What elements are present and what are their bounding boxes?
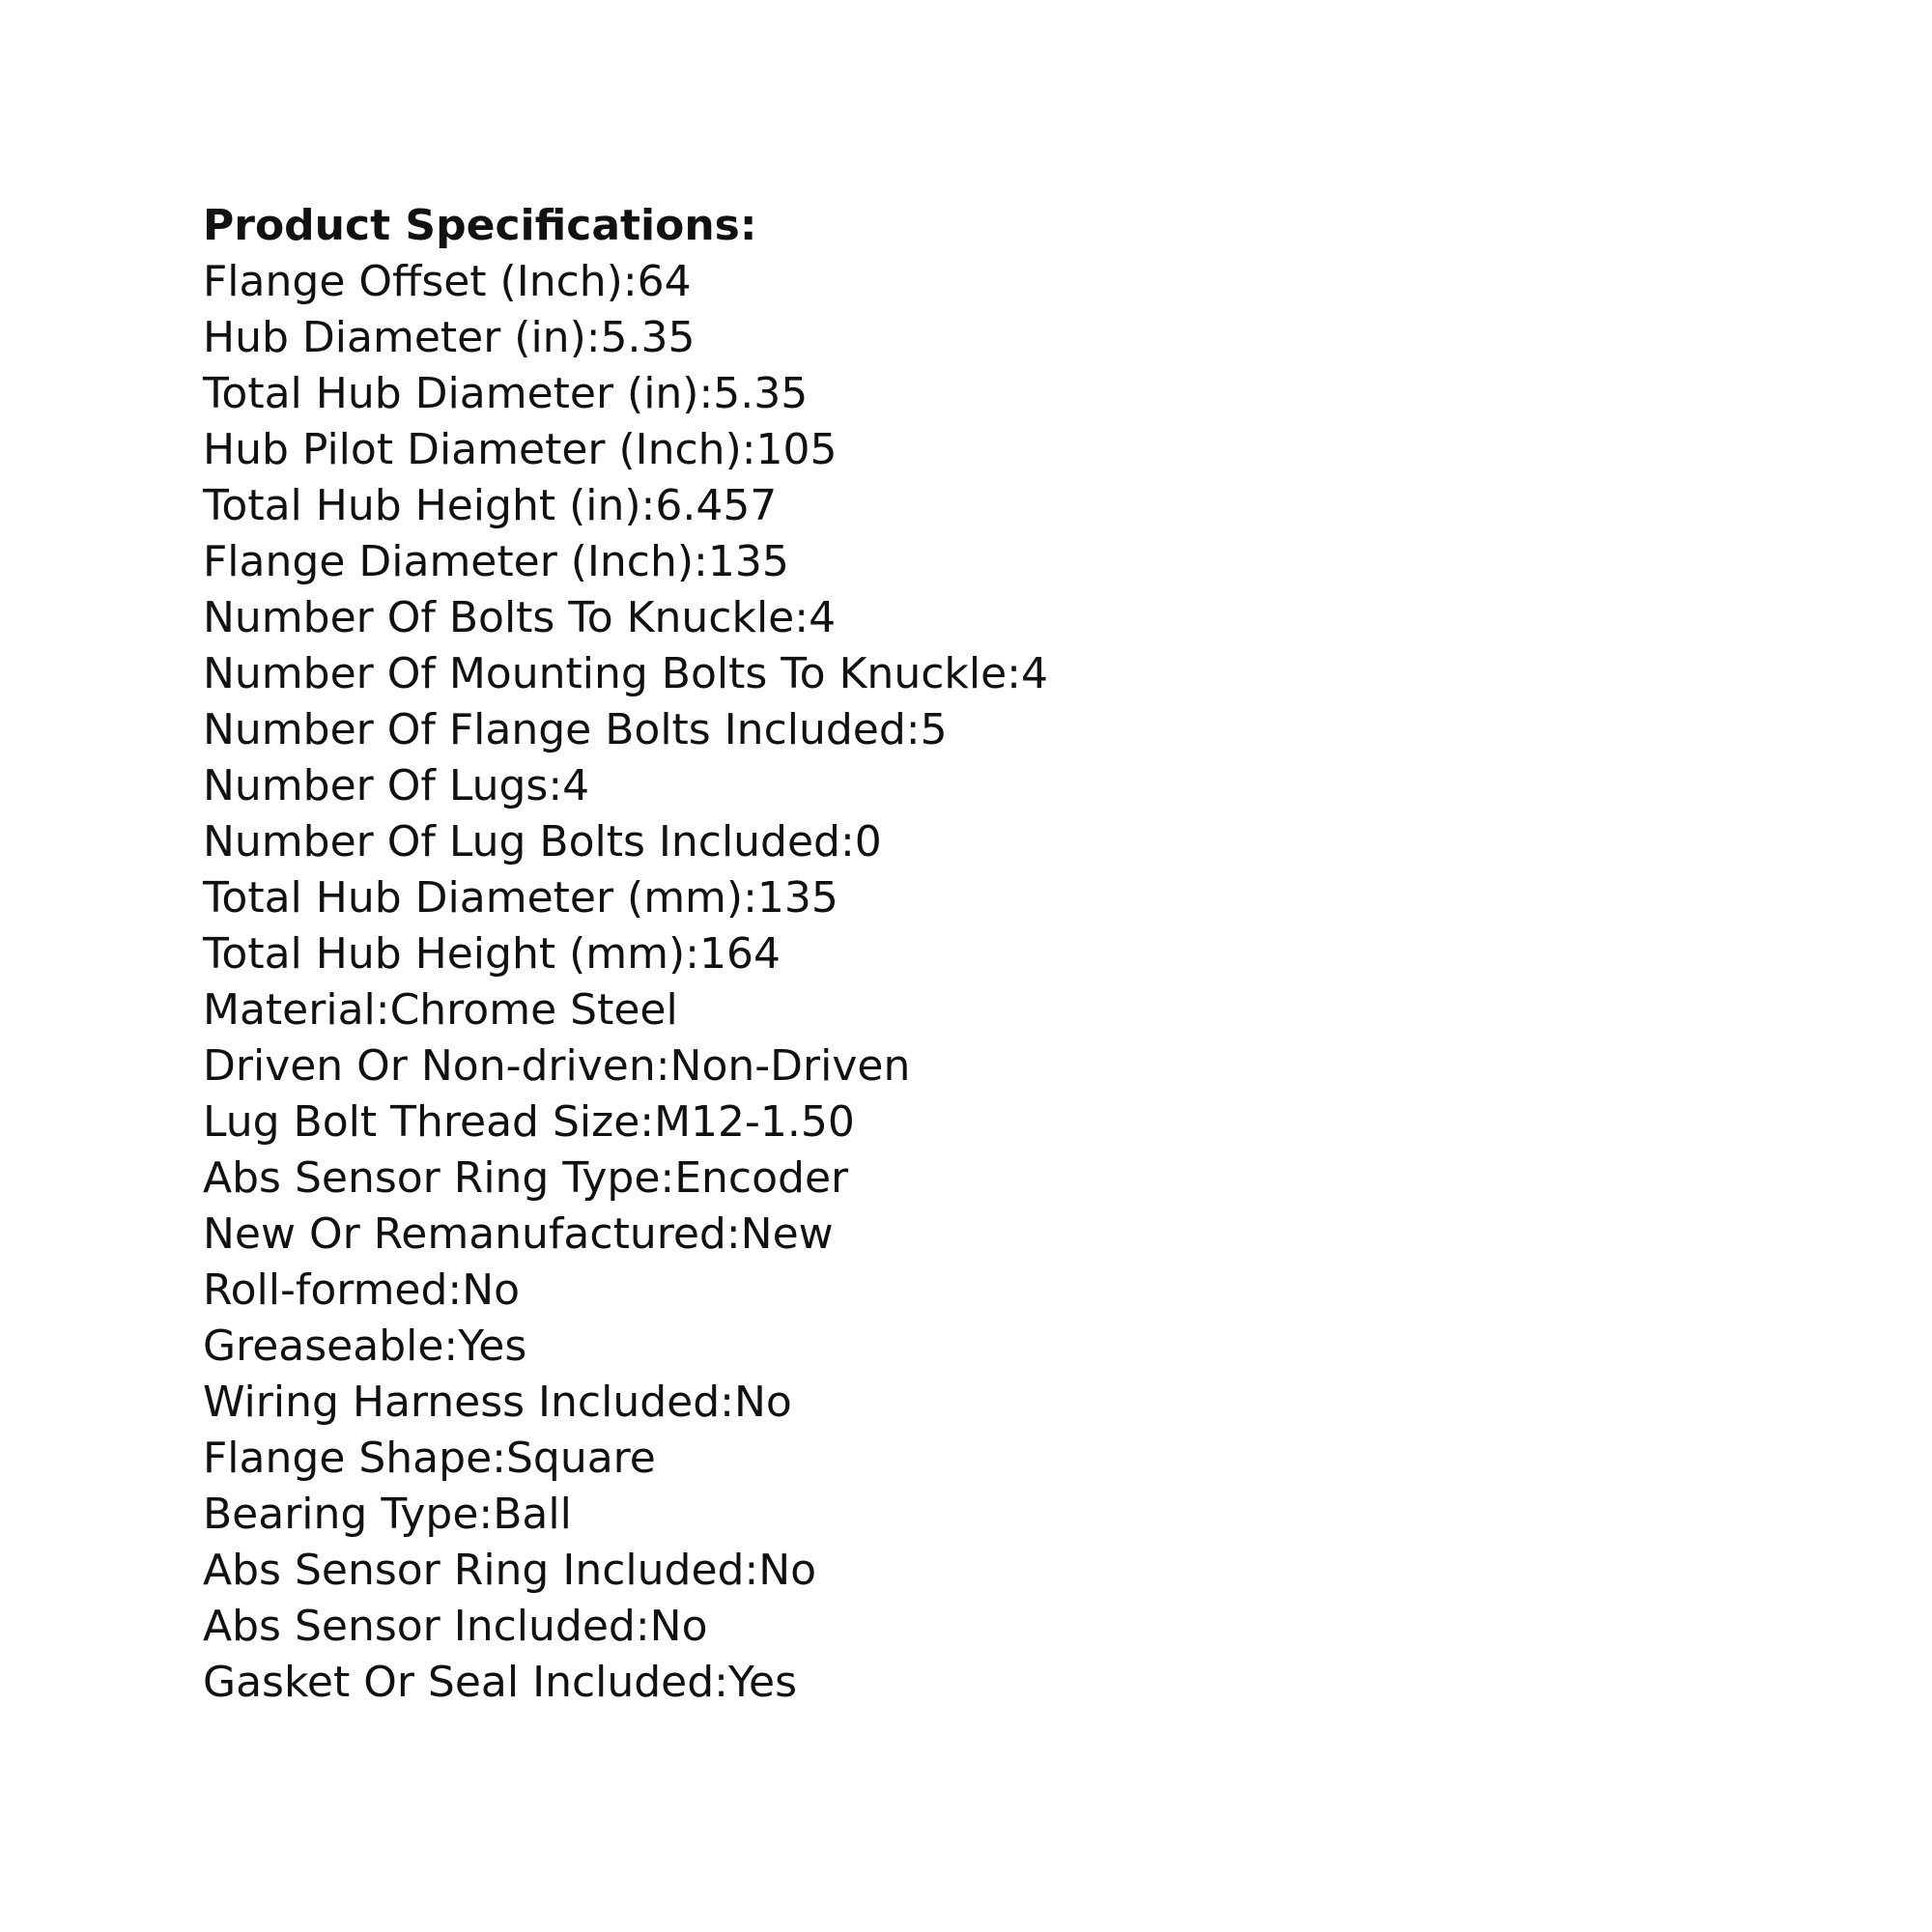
spec-hub-diameter-in: Hub Diameter (in):5.35	[203, 313, 696, 362]
product-specifications	[203, 198, 1845, 1711]
spec-new-or-remanufactured: New Or Remanufactured:New	[203, 1209, 834, 1259]
spec-wiring-harness-included: Wiring Harness Included:No	[203, 1378, 792, 1427]
spec-total-hub-height-mm: Total Hub Height (mm):164	[203, 929, 781, 979]
spec-greaseable: Greaseable:Yes	[203, 1321, 527, 1371]
spec-material: Material:Chrome Steel	[203, 985, 678, 1035]
spec-mounting-bolts-to-knuckle: Number Of Mounting Bolts To Knuckle:4	[203, 649, 1048, 698]
spec-total-hub-diameter-in: Total Hub Diameter (in):5.35	[203, 369, 809, 418]
spec-flange-offset-inch: Flange Offset (Inch):64	[203, 257, 692, 306]
spec-flange-diameter-inch: Flange Diameter (Inch):135	[203, 537, 789, 586]
spec-hub-pilot-diameter-inch: Hub Pilot Diameter (Inch):105	[203, 425, 838, 474]
spec-flange-bolts-included: Number Of Flange Bolts Included:5	[203, 705, 948, 754]
spec-bolts-to-knuckle: Number Of Bolts To Knuckle:4	[203, 593, 837, 642]
spec-roll-formed: Roll-formed:No	[203, 1265, 521, 1315]
spec-total-hub-diameter-mm: Total Hub Diameter (mm):135	[203, 873, 838, 923]
spec-abs-sensor-ring-type: Abs Sensor Ring Type:Encoder	[203, 1153, 849, 1203]
specifications-heading: Product Specifications:	[203, 201, 757, 250]
spec-bearing-type: Bearing Type:Ball	[203, 1490, 572, 1539]
spec-total-hub-height-in: Total Hub Height (in):6.457	[203, 481, 778, 530]
spec-gasket-or-seal-included: Gasket Or Seal Included:Yes	[203, 1658, 798, 1707]
spec-lug-bolt-thread-size: Lug Bolt Thread Size:M12-1.50	[203, 1097, 855, 1147]
specifications-list	[203, 254, 1845, 1711]
spec-number-of-lugs: Number Of Lugs:4	[203, 761, 590, 810]
spec-abs-sensor-included: Abs Sensor Included:No	[203, 1602, 708, 1651]
spec-flange-shape: Flange Shape:Square	[203, 1434, 656, 1483]
spec-driven-or-non-driven: Driven Or Non-driven:Non-Driven	[203, 1041, 911, 1091]
spec-lug-bolts-included: Number Of Lug Bolts Included:0	[203, 817, 882, 867]
spec-abs-sensor-ring-included: Abs Sensor Ring Included:No	[203, 1546, 817, 1595]
